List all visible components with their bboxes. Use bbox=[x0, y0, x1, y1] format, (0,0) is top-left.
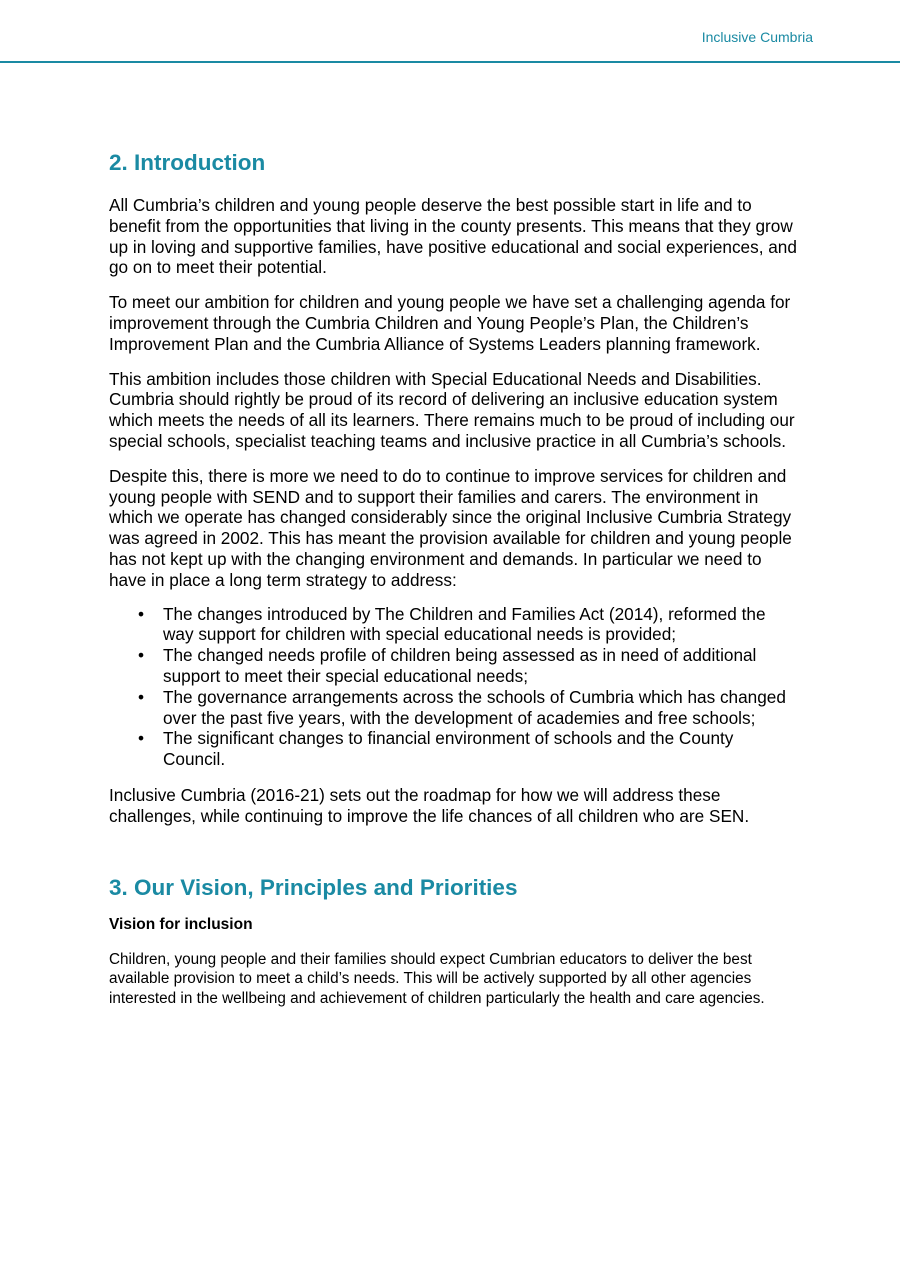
list-item bbox=[109, 687, 799, 729]
header-title: Inclusive Cumbria bbox=[701, 29, 813, 45]
section-heading-vision: 3. Our Vision, Principles and Priorities bbox=[109, 874, 518, 900]
bullet-icon: • bbox=[138, 728, 145, 749]
intro-paragraph-1: All Cumbria’s children and young people deserve the best possible start in life and to benefit from the opportunities that living in the county presents. This means that they grow up in loving and supportive families, have positive educational and social experiences, and go on to meet their potential. bbox=[109, 195, 797, 278]
list-item-text: The changed needs profile of children being assessed as in need of additional support to meet their special educational needs; bbox=[163, 645, 757, 686]
list-item bbox=[109, 604, 799, 646]
bullet-icon: • bbox=[138, 603, 145, 624]
vision-paragraph: Children, young people and their families should expect Cumbrian educators to deliver the best available provision to meet a child’s needs. This will be actively supported by all other agencies interested in the wellbeing and achievement of children particularly the health and care agencies. bbox=[109, 950, 765, 1007]
list-item bbox=[109, 645, 799, 687]
bullet-icon: • bbox=[138, 686, 145, 707]
list-item-text: The changes introduced by The Children and Families Act (2014), reformed the way support for children with special educational needs is provided; bbox=[163, 603, 766, 645]
intro-closing-paragraph: Inclusive Cumbria (2016-21) sets out the roadmap for how we will address these challenges, while continuing to improve the life chances of all children who are SEN. bbox=[109, 784, 750, 826]
list-item-text: The significant changes to financial environment of schools and the County Council. bbox=[163, 728, 734, 770]
bullet-icon: • bbox=[138, 645, 145, 666]
list-item bbox=[109, 728, 799, 770]
page-content bbox=[109, 148, 799, 1008]
intro-paragraph-4: Despite this, there is more we need to do to continue to improve services for children and young people with SEND and to support their families and carers. The environment in which we operate has changed considerably since the original Inclusive Cumbria Strategy was agreed in 2002. This has meant the provision available for children and young people has not kept up with the changing environment and demands. In particular we need to have in place a long term strategy to address: bbox=[109, 465, 792, 590]
challenges-list bbox=[109, 604, 799, 770]
section-heading-introduction: 2. Introduction bbox=[109, 150, 266, 175]
page-header bbox=[0, 0, 900, 63]
list-item-text: The governance arrangements across the schools of Cumbria which has changed over the past five years, with the development of academies and free schools; bbox=[163, 686, 786, 728]
intro-paragraph-3: This ambition includes those children with Special Educational Needs and Disabilities. Cumbria should rightly be proud of its record of delivering an inclusive education system which meets the needs of all its learners. There remains much to be proud of including our special schools, specialist teaching teams and inclusive practice in all Cumbria’s schools. bbox=[109, 368, 795, 451]
intro-paragraph-2: To meet our ambition for children and young people we have set a challenging agenda for improvement through the Cumbria Children and Young People’s Plan, the Children’s Improvement Plan and the Cumbria Alliance of Systems Leaders planning framework. bbox=[109, 292, 791, 354]
vision-subheading: Vision for inclusion bbox=[109, 915, 253, 933]
